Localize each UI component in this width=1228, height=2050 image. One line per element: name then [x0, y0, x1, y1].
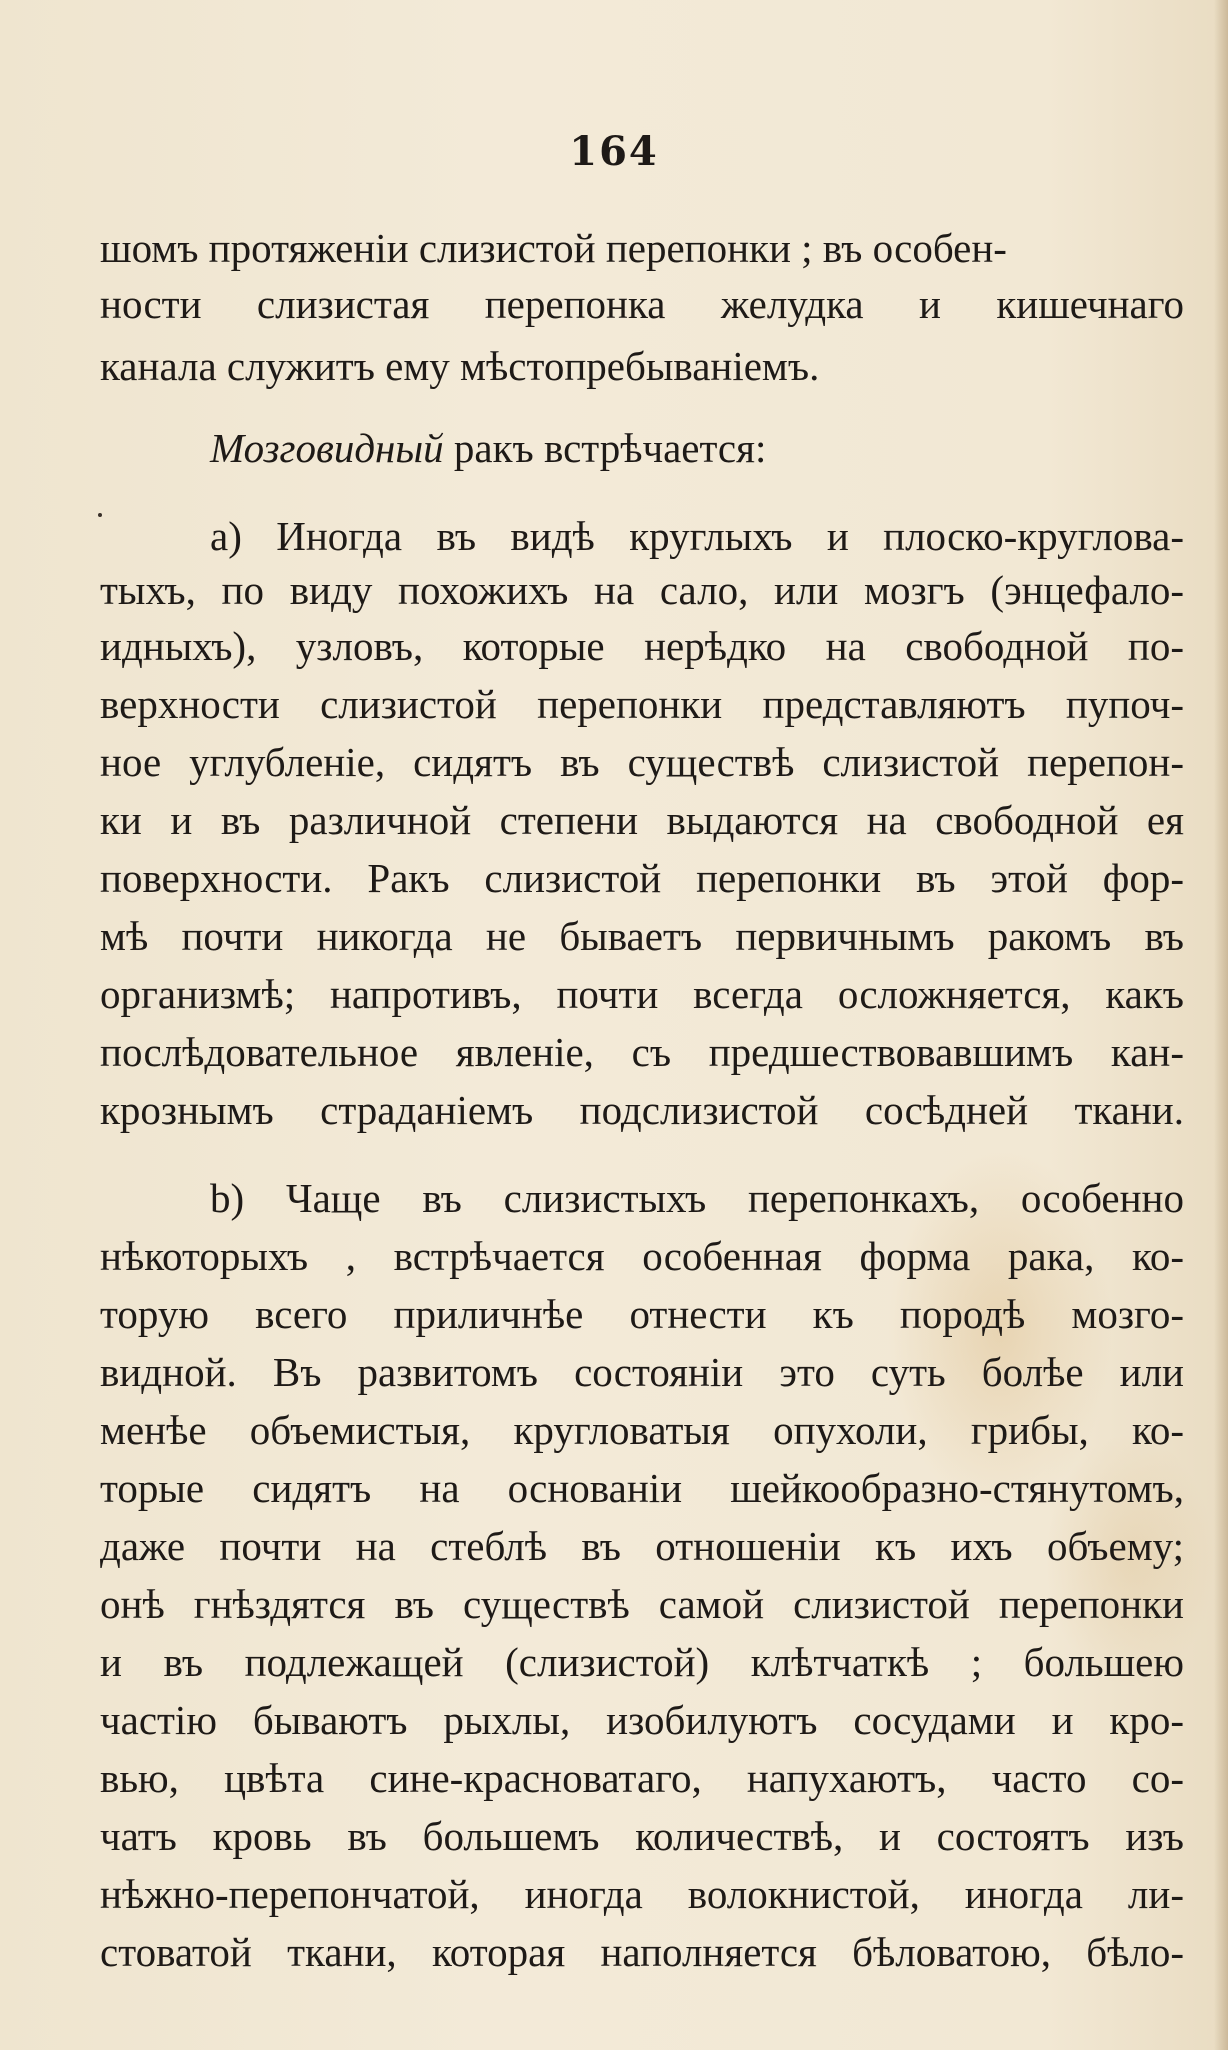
text-line-10: ки и въ различной степени выдаются на свободной ея	[100, 797, 1184, 843]
text-line-4-rest: ракъ встрѣчается:	[453, 425, 767, 471]
text-line-20: менѣе объемистыя, кругловатыя опухоли, грибы, ко-	[100, 1407, 1184, 1453]
page-number: 164	[569, 128, 659, 175]
text-line-25: частію бываютъ рыхлы, изобилуютъ сосудами и кро-	[100, 1697, 1184, 1743]
text-line-7: идныхъ), узловъ, которые нерѣдко на свободной по-	[100, 623, 1184, 669]
text-line-1: шомъ протяженіи слизистой перепонки ; въ особен-	[100, 225, 1007, 271]
text-line-16: b) Чаще въ слизистыхъ перепонкахъ, особенно	[210, 1175, 1184, 1221]
italic-term: Мозговидный	[210, 425, 444, 471]
text-line-23: онѣ гнѣздятся въ существѣ самой слизистой перепонки	[100, 1581, 1184, 1627]
ink-speck	[98, 513, 102, 517]
text-line-29: стоватой ткани, которая наполняется бѣловатою, бѣло-	[100, 1929, 1184, 1975]
text-line-22: даже почти на стеблѣ въ отношеніи къ ихъ объему;	[100, 1523, 1184, 1569]
text-line-15: крознымъ страданіемъ подслизистой сосѣдней ткани.	[100, 1087, 1184, 1133]
text-line-6: тыхъ, по виду похожихъ на сало, или мозгъ (энцефало-	[100, 567, 1184, 613]
text-line-11: поверхности. Ракъ слизистой перепонки въ этой фор-	[100, 855, 1184, 901]
text-line-12: мѣ почти никогда не бываетъ первичнымъ ракомъ въ	[100, 913, 1184, 959]
text-line-24: и въ подлежащей (слизистой) клѣтчаткѣ ; большею	[100, 1639, 1184, 1685]
text-line-28: нѣжно-перепончатой, иногда волокнистой, иногда ли-	[100, 1871, 1184, 1917]
text-line-19: видной. Въ развитомъ состояніи это суть болѣе или	[100, 1349, 1184, 1395]
text-line-2: ности слизистая перепонка желудка и кишечнаго	[100, 281, 1184, 327]
text-line-13: организмѣ; напротивъ, почти всегда осложняется, какъ	[100, 971, 1184, 1017]
text-line-8: верхности слизистой перепонки представляютъ пупоч-	[100, 681, 1184, 727]
text-line-21: торые сидятъ на основаніи шейкообразно-стянутомъ,	[100, 1465, 1184, 1511]
text-line-3: канала служитъ ему мѣстопребываніемъ.	[100, 343, 820, 389]
text-line-5: a) Иногда въ видѣ круглыхъ и плоско-круглова-	[210, 513, 1184, 559]
text-line-17: нѣкоторыхъ , встрѣчается особенная форма рака, ко-	[100, 1233, 1184, 1279]
text-line-14: послѣдовательное явленіе, съ предшествовавшимъ кан-	[100, 1029, 1184, 1075]
text-line-26: вью, цвѣта сине-красноватаго, напухаютъ, часто со-	[100, 1755, 1184, 1801]
text-line-9: ное углубленіе, сидятъ въ существѣ слизистой перепон-	[100, 739, 1184, 785]
text-line-27: чатъ кровь въ большемъ количествѣ, и состоятъ изъ	[100, 1813, 1184, 1859]
text-line-18: торую всего приличнѣе отнести къ породѣ мозго-	[100, 1291, 1184, 1337]
page-edge-shadow	[1214, 0, 1228, 2050]
text-line-4	[210, 420, 1184, 476]
